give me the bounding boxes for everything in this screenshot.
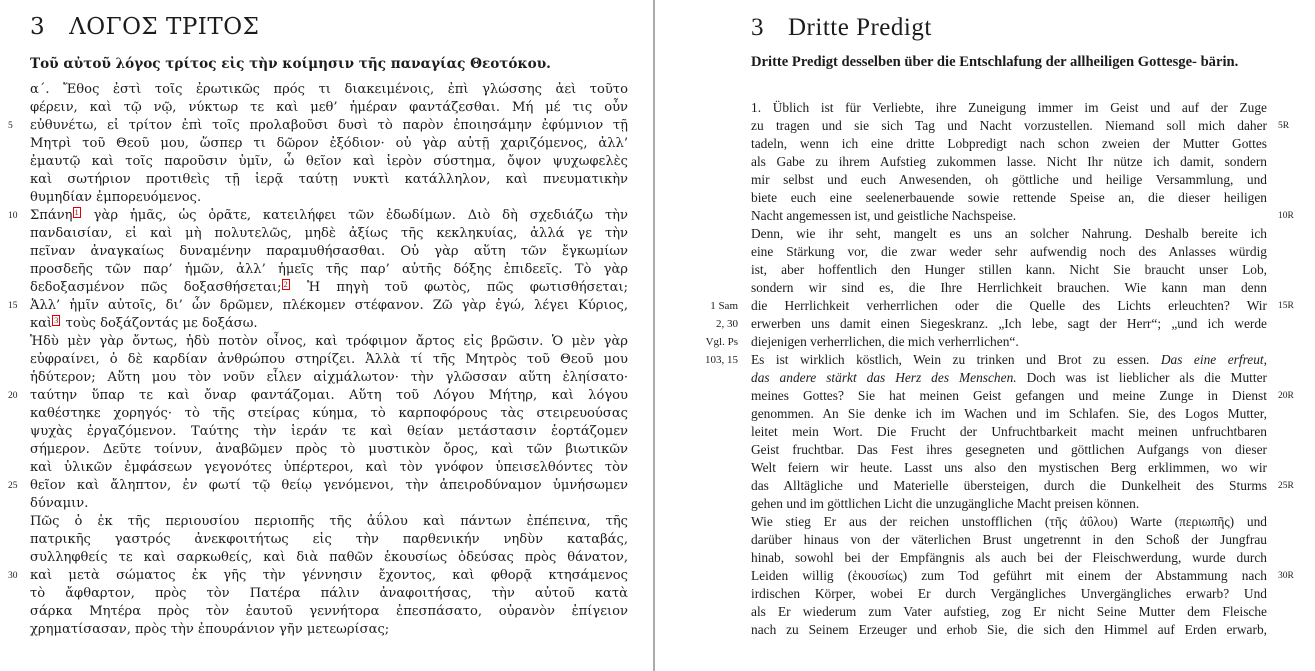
text-line (0, 603, 653, 621)
text-line (654, 405, 1315, 423)
text-line (0, 189, 653, 207)
text-line (654, 279, 1315, 297)
text-line (0, 495, 653, 513)
quoted-scripture-italic: Das eine erfreut, (1160, 352, 1267, 367)
greek-section-title (30, 14, 259, 40)
line-text: θεῖον καὶ ἄληπτον, ἐν φωτί τῷ θείῳ γενόμενοι, τὴν ἀπειροδύναμον ὑμνήσωμεν (30, 478, 628, 493)
text-line (654, 261, 1315, 279)
text-line (0, 513, 653, 531)
line-text: καὶ σωτήριον προτιθεὶς τῇ ἱερᾷ ταύτῃ νυκτὶ κατάλληλον, καὶ πνευματικὴν (30, 172, 628, 187)
margin-scripture-reference: Vgl. Ps (705, 336, 738, 348)
line-text: die Herrlichkeit verherrlichen oder die Quelle des Lichts erleuchten? Wir (751, 298, 1267, 313)
german-section-title-text: Dritte Predigt (788, 14, 932, 41)
line-number: 10 (8, 211, 18, 221)
line-text: σάρκα Μητέρα πρὸς τὸν ἑαυτοῦ γεννήτορα ἐπεσπάσατο, οὐρανὸν ἐπίγειον (30, 604, 628, 619)
text-line (654, 387, 1315, 405)
line-text: πανδαισίαν, εἰ καὶ μὴ πολυτελῶς, μηδὲ ἀξίως τῆς κεκληκυίας, ἀλλά γε τὴν (30, 226, 628, 241)
text-line (0, 423, 653, 441)
text-line (654, 315, 1315, 333)
text-line (654, 513, 1315, 531)
line-text: ist, aber hoffentlich den Hunger stillen kann. Nicht Sie braucht unser Lob, (751, 262, 1267, 277)
greek-text-page (0, 0, 653, 671)
line-text: Leiden willig (ἑκουσίως) zum Tod geführt mit einem der Abstammung nach (751, 568, 1267, 583)
line-number: 25 (8, 481, 18, 491)
text-line (654, 477, 1315, 495)
text-line (0, 351, 653, 369)
text-line (0, 567, 653, 585)
text-line (654, 225, 1315, 243)
line-text: καὶ μετὰ σώματος ἐκ γῆς τὴν γέννησιν ἔχοντος, καὶ φθορᾷ κτησάμενος (30, 568, 628, 583)
margin-scripture-reference: 2, 30 (716, 318, 738, 330)
text-line (0, 405, 653, 423)
line-number: 20R (1278, 391, 1294, 401)
line-text: Σπάνη 1 γὰρ ἡμᾶς, ὡς ὁρᾶτε, κατειλήφει τῶν ἐδωδίμων. Διὸ δὴ σχεδιάζω τὴν (30, 207, 628, 223)
line-text: α΄. Ἔθος ἐστὶ τοῖς ἐρωτικῶς πρός τι διακειμένοις, ἐπὶ γλώσσης ἀεὶ τοῦτο (30, 82, 628, 97)
line-text: diejenigen verherrlichen, die mich verherrlichen“. (751, 334, 1019, 349)
german-section-title (751, 14, 932, 42)
text-line (0, 279, 653, 297)
line-text: eine Stärkung vor, die zwar weder sehr aufwendig noch des Anlasses würdig (751, 244, 1267, 259)
text-line (0, 441, 653, 459)
line-text: δύναμιν. (30, 496, 89, 511)
line-text: Denn, wie ihr seht, mangelt es uns an solcher Nahrung. Deshalb bereite ich (751, 226, 1267, 241)
line-text: ἡδύτερον; Αὕτη μου τὸν νοῦν εἷλεν αἰχμάλωτον· τὴν γλῶσσαν αὕτη ἐληίσατο· (30, 370, 628, 385)
text-line (654, 531, 1315, 549)
text-line (654, 99, 1315, 117)
text-line (654, 549, 1315, 567)
text-line (654, 117, 1315, 135)
text-line (0, 153, 653, 171)
text-line (654, 171, 1315, 189)
text-line (0, 135, 653, 153)
german-text-page (654, 0, 1315, 671)
line-text: gehen und im göttlichen Licht die unzugängliche Macht preisen können. (751, 496, 1140, 511)
margin-scripture-reference: 103, 15 (705, 354, 738, 366)
text-line (0, 207, 653, 225)
german-body (654, 99, 1315, 639)
line-text: πατρικῆς γαστρός ἀνεκφοιτήτως εἰς τὴν παρθενικήν νηδὺν καταβάς, (30, 532, 628, 547)
line-text: ἐμαυτῷ καὶ τοῖς παροῦσιν ὑμῖν, ὦ θεῖον καὶ ἱερὸν σύστημα, ὄψον ψυχωφελὲς (30, 154, 628, 169)
line-text: meines Gottes? Sie hat meinen Geist gefangen und meine Zunge in Dienst (751, 388, 1267, 403)
line-text: ταύτην ὕπαρ τε καὶ ὄναρ φαντάζομαι. Αὕτη τοῦ Λόγου Μήτηρ, καὶ λόγου (30, 388, 628, 403)
line-number: 25R (1278, 481, 1294, 491)
line-text: das andere stärkt das Herz des Menschen. Doch was ist lieblicher als die Mutter (751, 370, 1268, 385)
line-text: tadeln, wenn ich eine dritte Lobpredigt nach schon zweien der Mutter Gottes (751, 136, 1267, 151)
line-text: als Er wiederum zum Vater aufstieg, zog Er nicht Seine Mutter dem Fleische (751, 604, 1267, 619)
text-line (0, 585, 653, 603)
text-line (654, 333, 1315, 351)
line-text: sondern wir sind es, die Ihre Herrlichkeit brauchen. Wie kann man denn (751, 280, 1267, 295)
text-line (0, 225, 653, 243)
line-text: Geist fruchtbar. Das Fest ihres gesegneten und göttlichen Aufgangs von dieser (751, 442, 1267, 457)
line-text: Welt feiern wir heute. Lasst uns also den mystischen Berg erklimmen, wo wir (751, 460, 1267, 475)
line-text: σήμερον. Δεῦτε τοίνυν, ἀναβῶμεν πρὸς τὸ μυστικὸν ὄρος, καὶ τῶν βιωτικῶν (30, 442, 628, 457)
line-text: πεῖναν ἀναγκαίως δυναμένην παραμυθήσασθαι. Οὐ γὰρ αὕτη τῶν ἔγκωμίων (30, 244, 628, 259)
line-text: καὶ 3 τοὺς δοξάζοντάς με δοξάσω. (30, 315, 258, 331)
line-text: nach zu Seinem Erzeuger und erhob Sie, die sich den Himmel auf Erden erwarb, (751, 622, 1267, 637)
line-text: Ἡδὺ μὲν γὰρ ὄντως, ἡδὺ ποτὸν οἶνος, καὶ τρόφιμον ἄρτος εἰς βρῶσιν. Ὁ μὲν γὰρ (30, 334, 628, 349)
text-line (654, 495, 1315, 513)
text-line (0, 477, 653, 495)
line-text: leitet mein Wort. Die Frucht der Unfruchtbarkeit macht meinen unfruchtbaren (751, 424, 1267, 439)
line-text: τὸ ἄφθαρτον, πρὸς τὸν Πατέρα πάλιν ἀναφοιτήσας, τὴν αὐτοῦ κατὰ (30, 586, 628, 601)
text-line (654, 153, 1315, 171)
text-line (654, 459, 1315, 477)
line-text: θυμηδίαν ἐμπορευόμενος. (30, 190, 202, 205)
text-line (654, 621, 1315, 639)
line-text: εὐθυνέτω, εἰ τρίτον ἐπὶ τοῖς προλαβοῦσι δυσὶ τὸ παρὸν ἐποιησάμην ἐφύμνιον τῇ (30, 118, 628, 133)
line-text: das Alltägliche und Materielle übersteigen, durch die Dunkelheit des Sturms (751, 478, 1267, 493)
text-line (0, 369, 653, 387)
line-text: Nacht angemessen ist, und geistliche Nachspeise. (751, 208, 1017, 223)
line-text: genommen. An Sie denke ich im Wachen und im Schlafen. Sie, des Logos Mutter, (751, 406, 1267, 421)
greek-section-number: 3 (30, 14, 46, 40)
line-text: Πῶς ὁ ἐκ τῆς περιουσίου περιοπῆς τῆς ἀΰλου καὶ πάντων ἐπέπεινα, τῆς (30, 514, 628, 529)
line-text: προσδεῆς τῶν παρ’ ἡμῶν, ἀλλ’ ἡμεῖς τῆς παρ’ αὐτῆς δόξης ἐπιδεεῖς. Τὸ γὰρ (30, 262, 628, 277)
line-text: als Gabe zu ihrem Aufstieg zukommen lasse. Nicht Ihr nütze ich damit, sondern (751, 154, 1267, 169)
line-text: hinab, sowohl bei der Empfängnis als auch bei der Fleischwerdung, wurde durch (751, 550, 1267, 565)
line-text: καθέστηκε χορηγός· τὸ τῆς στείρας κύημα, τὸ καρποφόρους τὰς στειρευούσας (30, 406, 628, 421)
line-text: biete euch eine seelenerbauende sowie rettende Speise an, die dieser heiligen (751, 190, 1267, 205)
text-line (0, 99, 653, 117)
line-text: εὐφραίνει, ὁ δὲ καρδίαν ἀνθρώπου στηρίζει. Ἀλλὰ τί τῆς Μητρὸς τοῦ Θεοῦ μου (30, 352, 628, 367)
line-text: darüber hinaus von der väterlichen Brust ungetrennt in den Schoß der Jungfrau (751, 532, 1267, 547)
greek-body (0, 81, 653, 639)
line-text: 1. Üblich ist für Verliebte, ihre Zuneigung immer im Geist und auf der Zuge (751, 100, 1267, 115)
german-section-number: 3 (751, 14, 764, 41)
text-line (654, 441, 1315, 459)
line-number: 30 (8, 571, 18, 581)
text-line (654, 297, 1315, 315)
line-text: δεδοξασμένον πῶς δοξασθήσεται; 2 Ἡ πηγὴ τοῦ φωτὸς, πῶς φωτισθήσεται; (30, 279, 628, 295)
line-text: Es ist wirklich köstlich, Wein zu trinken und Brot zu essen. Das eine erfreut, (751, 352, 1267, 367)
text-line (0, 81, 653, 99)
text-line (654, 567, 1315, 585)
line-text: καὶ ὑλικῶν ἐμφάσεων γεγονότες ὑπέρτεροι, καὶ τὸν γνόφον ὑπεισελθόντες τὸν (30, 460, 628, 475)
greek-section-title-text: ΛΟΓΟΣ ΤΡΙΤΟΣ (69, 14, 260, 40)
text-line (0, 243, 653, 261)
text-line (654, 585, 1315, 603)
line-number: 15 (8, 301, 18, 311)
quoted-scripture-italic: das andere stärkt das Herz des Menschen. (751, 370, 1017, 385)
line-number: 15R (1278, 301, 1294, 311)
text-line (654, 423, 1315, 441)
text-line (654, 189, 1315, 207)
line-number: 5R (1278, 121, 1290, 131)
footnote-marker-link[interactable]: 2 (283, 279, 288, 289)
greek-subtitle: Τοῦ αὐτοῦ λόγος τρίτος εἰς τὴν κοίμησιν τῆς παναγίας Θεοτόκου. (30, 56, 551, 72)
footnote-marker-link[interactable]: 1 (74, 207, 79, 217)
text-line (654, 207, 1315, 225)
text-line (654, 351, 1315, 369)
line-text: zu tragen und sie sich Tag und Nacht vorzustellen. Niemand soll mich daher (751, 118, 1267, 133)
text-line (0, 333, 653, 351)
line-number: 20 (8, 391, 18, 401)
line-text: Μητρὶ τοῦ Θεοῦ μου, ὥσπερ τι δῶρον ἐξόδιον· οὐ γὰρ αὐτῇ χαριζόμενος, ἀλλ’ (30, 136, 628, 151)
text-line (654, 135, 1315, 153)
footnote-marker-link[interactable]: 3 (54, 315, 59, 325)
text-line (0, 531, 653, 549)
text-line (0, 459, 653, 477)
line-text: irdischen Körper, wobei Er durch Vergängliches Unvergängliches erwarb? Und (751, 586, 1267, 601)
margin-scripture-reference: 1 Sam (710, 300, 738, 312)
line-text: mir selbst und euch Anwesenden, oh göttliche und heilige Versammlung, und (751, 172, 1267, 187)
text-line (0, 297, 653, 315)
line-text: φέρειν, καὶ τῷ νῷ, νύκτωρ τε καὶ μεθ’ ἡμέραν φαντάζεσθαι. Μή μέ τις οὖν (30, 100, 628, 115)
line-text: erwerben uns damit einen Siegeskranz. „Ich lebe, sagt der Herr“; „und ich werde (751, 316, 1267, 331)
line-text: ψυχὰς ἐργαζόμενον. Ταύτης τὴν ἱεράν τε καὶ θείαν μετάστασιν ἑορτάζομεν (30, 424, 628, 439)
line-text: Wie stieg Er aus der reichen unstofflichen (τῆς ἀΰλου) Warte (περιωπῆς) und (751, 514, 1267, 529)
text-line (0, 549, 653, 567)
line-text: Ἀλλ’ ἡμῖν αὐτοῖς, δι’ ὧν δρῶμεν, πλέκομεν στέφανον. Ζῶ γὰρ ἐγώ, λέγει Κύριος, (30, 298, 628, 313)
line-number: 30R (1278, 571, 1294, 581)
text-line (0, 171, 653, 189)
text-line (0, 387, 653, 405)
line-number: 5 (8, 121, 13, 131)
text-line (0, 261, 653, 279)
line-number: 10R (1278, 211, 1294, 221)
line-text: χρηματίσασαν, πρὸς τὴν ἐπουράνιον γῆν μετεωρίσας; (30, 622, 390, 637)
line-text: συλληφθείς τε καὶ σαρκωθείς, καὶ διὰ παθῶν ἑκουσίως ὁδεύσας πρὸς θάνατον, (30, 550, 628, 565)
text-line (654, 243, 1315, 261)
text-line (0, 315, 653, 333)
text-line (0, 117, 653, 135)
text-line (654, 603, 1315, 621)
text-line (0, 621, 653, 639)
german-subtitle: Dritte Predigt desselben über die Entschlafung der allheiligen Gottesge- bärin. (751, 54, 1239, 70)
text-line (654, 369, 1315, 387)
